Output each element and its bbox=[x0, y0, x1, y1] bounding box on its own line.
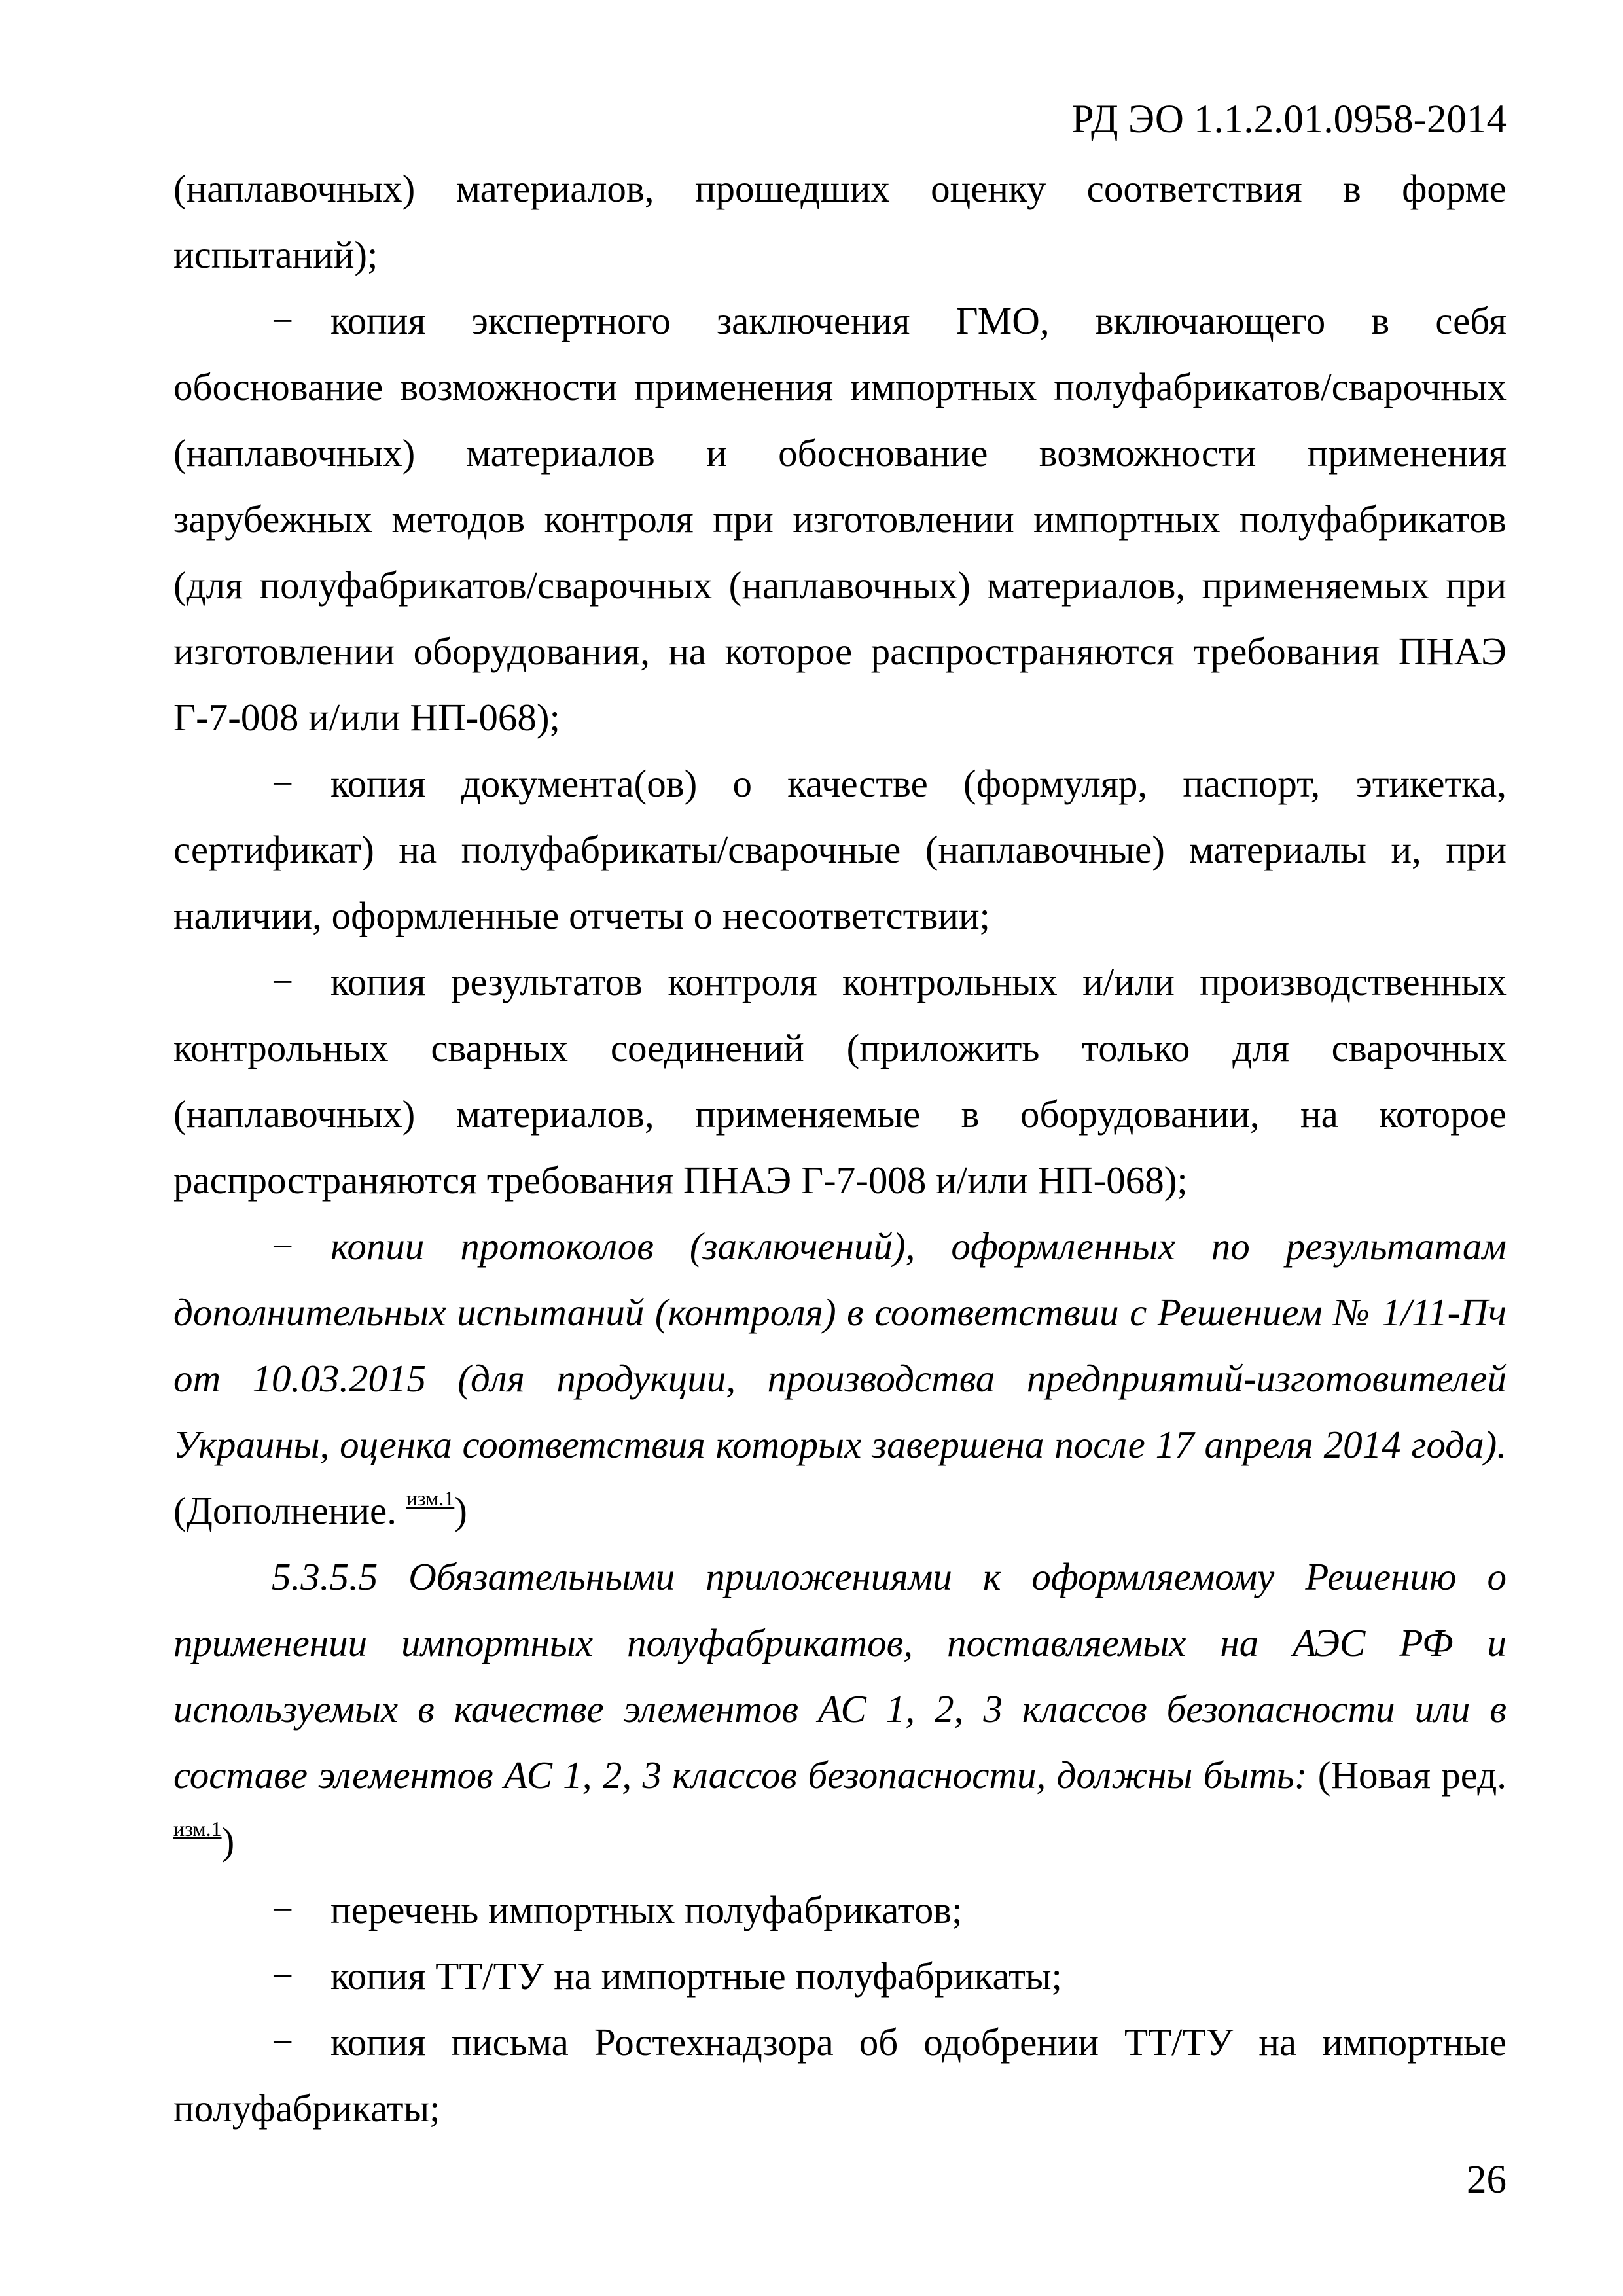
amendment-link[interactable]: изм.1 bbox=[406, 1486, 455, 1510]
dash-bullet: − bbox=[272, 960, 294, 1003]
list-item-text: копия ТТ/ТУ на импортные полуфабрикаты; bbox=[330, 1954, 1062, 1998]
dash-bullet: − bbox=[272, 2020, 294, 2064]
dash-bullet: − bbox=[272, 299, 294, 342]
dash-bullet: − bbox=[272, 762, 294, 805]
list-item-text: копия результатов контроля контрольных и/или производственных контрольных сварных соединений (приложить только для сварочных (наплавочных) материалов, применяемые в оборудовании, на которое распространяются требования ПНАЭ Г-7-008 и/или НП-068); bbox=[173, 960, 1507, 1202]
dash-bullet: − bbox=[272, 1888, 294, 1931]
list-item-imports-list bbox=[173, 1877, 1507, 1943]
amendment-note-close: ) bbox=[454, 1489, 467, 1532]
list-item-additional-tests bbox=[173, 1213, 1507, 1544]
page-number: 26 bbox=[1467, 2158, 1507, 2202]
amendment-link[interactable]: изм.1 bbox=[173, 1817, 222, 1840]
list-item-control-results bbox=[173, 949, 1507, 1213]
paragraph-text: (наплавочных) материалов, прошедших оценку соответствия в форме испытаний); bbox=[173, 167, 1507, 276]
document-body bbox=[173, 156, 1507, 2142]
dash-bullet: − bbox=[272, 1225, 294, 1268]
list-item-tt-tu-copy bbox=[173, 1943, 1507, 2009]
list-item-quality-documents bbox=[173, 751, 1507, 949]
list-item-text: копия документа(ов) о качестве (формуляр, паспорт, этикетка, сертификат) на полуфабрикаты/сварочные (наплавочные) материалы и, при наличии, оформленные отчеты о несоответствии; bbox=[173, 762, 1507, 937]
dash-bullet: − bbox=[272, 1954, 294, 1998]
list-item-text: копия экспертного заключения ГМО, включающего в себя обоснование возможности применения импортных полуфабрикатов/сварочных (наплавочных) материалов и обоснование возможности применения зарубежных методов контроля при изготовлении импортных полуфабрикатов (для полуфабрикатов/сварочных (наплавочных) материалов, применяемых при изготовлении оборудования, на которое распространяются требования ПНАЭ Г-7-008 и/или НП-068); bbox=[173, 299, 1507, 739]
clause-text-italic: 5.3.5.5 Обязательными приложениями к оформляемому Решению о применении импортных полуфабрикатов, поставляемых на АЭС РФ и используемых в качестве элементов АС 1, 2, 3 классов безопасности или в составе элементов АС 1, 2, 3 классов безопасности, должны быть: bbox=[173, 1555, 1507, 1797]
amendment-note-close: ) bbox=[221, 1820, 235, 1863]
paragraph-continuation bbox=[173, 156, 1507, 288]
amendment-note: (Новая ред. bbox=[1317, 1753, 1507, 1797]
list-item-text: копия письма Ростехнадзора об одобрении ТТ/ТУ на импортные полуфабрикаты; bbox=[173, 2020, 1507, 2130]
amendment-note: (Дополнение. bbox=[173, 1489, 397, 1532]
list-item-text-italic: копии протоколов (заключений), оформленных по результатам дополнительных испытаний (контроля) в соответствии с Решением № 1/11-Пч от 10.03.2015 (для продукции, производства предприятий-изготовителей Украины, оценка соответствия которых завершена после 17 апреля 2014 года). bbox=[173, 1225, 1507, 1466]
clause-5-3-5-5 bbox=[173, 1544, 1507, 1874]
list-item-rostekhnadzor-letter bbox=[173, 2009, 1507, 2142]
list-item-gmo-conclusion bbox=[173, 288, 1507, 751]
list-item-text: перечень импортных полуфабрикатов; bbox=[330, 1888, 963, 1931]
document-code-header: РД ЭО 1.1.2.01.0958-2014 bbox=[1071, 98, 1507, 141]
